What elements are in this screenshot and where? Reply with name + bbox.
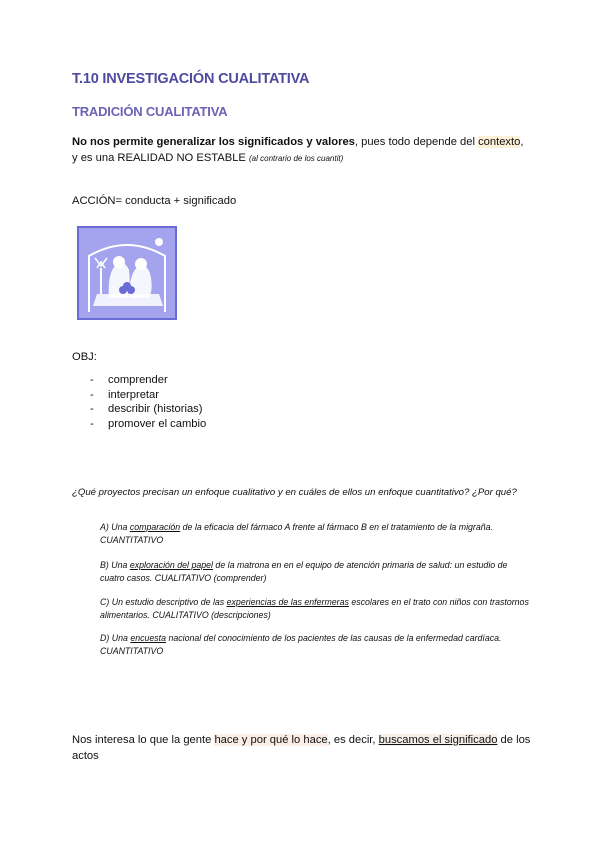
option-b bbox=[100, 559, 530, 585]
closing-underlined: buscamos el significado bbox=[378, 734, 498, 746]
closing-b: , es decir, bbox=[327, 734, 379, 746]
list-item: - promover el cambio bbox=[90, 417, 206, 432]
list-item: - describir (historias) bbox=[90, 402, 206, 417]
accion-definition: ACCIÓN= conducta + significado bbox=[72, 195, 237, 207]
option-underlined: encuesta bbox=[130, 633, 167, 643]
obj-list bbox=[90, 373, 206, 431]
intro-bold: No nos permite generalizar los significados y valores bbox=[72, 136, 355, 148]
intro-paragraph bbox=[72, 134, 542, 167]
option-pre: D) Una bbox=[100, 633, 131, 643]
intro-end: , bbox=[520, 136, 524, 148]
closing-highlight: hace y por qué lo hace bbox=[214, 734, 328, 746]
option-underlined: exploración del papel bbox=[129, 560, 213, 570]
section-heading: TRADICIÓN CUALITATIVA bbox=[72, 104, 228, 119]
intro-mid: , pues todo depende del bbox=[354, 136, 479, 148]
intro-note: (al contrario de los cuantit) bbox=[249, 154, 344, 163]
list-item: - comprender bbox=[90, 373, 206, 388]
intro-highlight: contexto bbox=[478, 136, 521, 148]
clipart-couple-window-image bbox=[77, 226, 177, 320]
option-post: de la matrona en en el equipo de atención primaria de salud: un estudio de cuatro casos. CUALITATIVO (comprender) bbox=[100, 560, 508, 583]
option-pre: B) Una bbox=[100, 560, 130, 570]
intro-line2: y es una REALIDAD NO ESTABLE bbox=[72, 152, 249, 164]
list-item: - interpretar bbox=[90, 388, 206, 403]
closing-paragraph bbox=[72, 733, 542, 764]
option-post: escolares en el trato con niños con trastornos alimentarios. CUALITATIVO (descripciones) bbox=[100, 597, 529, 620]
option-pre: C) Un estudio descriptivo de las bbox=[100, 597, 227, 607]
option-pre: A) Una bbox=[100, 522, 130, 532]
option-underlined: comparación bbox=[129, 522, 181, 532]
option-post: de la eficacia del fármaco A frente al fármaco B en el tratamiento de la migraña. CUANTITATIVO bbox=[100, 522, 493, 545]
option-a bbox=[100, 521, 530, 547]
question: ¿Qué proyectos precisan un enfoque cualitativo y en cuáles de ellos un enfoque cuantitativo? ¿Por qué? bbox=[72, 487, 517, 498]
option-underlined: experiencias de las enfermeras bbox=[226, 597, 349, 607]
option-d bbox=[100, 632, 530, 658]
obj-label: OBJ: bbox=[72, 351, 97, 363]
closing-a: Nos interesa lo que la gente bbox=[72, 734, 215, 746]
closing-c: de los actos bbox=[72, 734, 531, 762]
option-post: nacional del conocimiento de los pacientes de las causas de la enfermedad cardíaca. CUANTITATIVO bbox=[100, 633, 502, 656]
option-c bbox=[100, 596, 530, 622]
page-title: T.10 INVESTIGACIÓN CUALITATIVA bbox=[72, 71, 310, 87]
